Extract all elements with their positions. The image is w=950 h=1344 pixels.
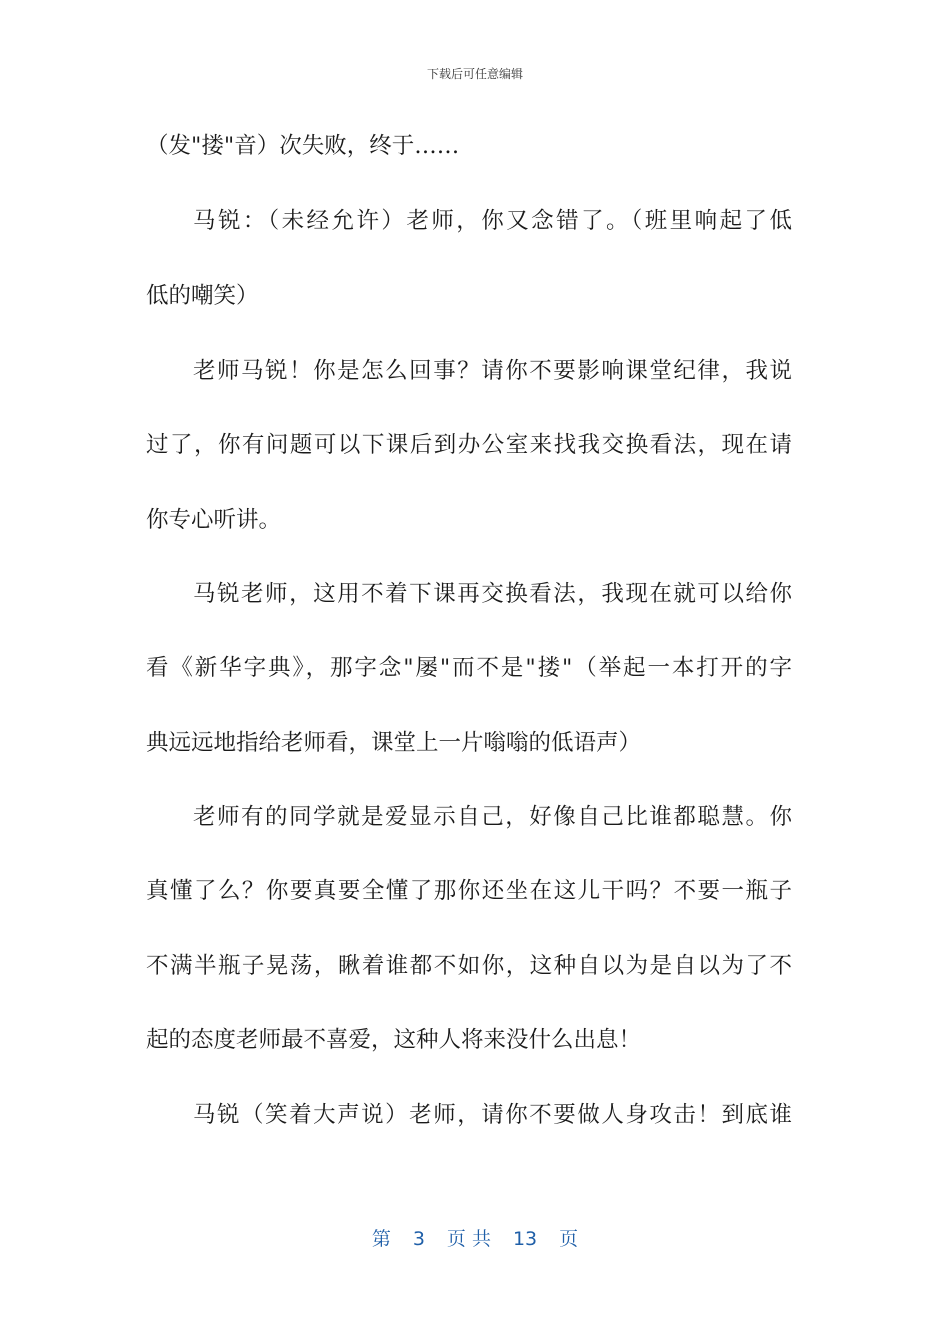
- text-line: 典远远地指给老师看，课堂上一片嗡嗡的低语声）: [146, 730, 642, 756]
- page-footer: [0, 1226, 950, 1252]
- text-line: 老师马锐！你是怎么回事？请你不要影响课堂纪律，我说: [193, 358, 792, 384]
- total-pages-number: 13: [512, 1228, 538, 1250]
- text-line: 不满半瓶子晃荡，瞅着谁都不如你，这种自以为是自以为了不: [146, 953, 792, 979]
- text-line: （发"搂"音）次失败，终于……: [146, 133, 460, 159]
- text-line: 低的嘲笑）: [146, 283, 259, 309]
- text-line: 老师有的同学就是爱显示自己，好像自己比谁都聪慧。你: [193, 804, 792, 830]
- text-line: 你专心听讲。: [146, 507, 282, 533]
- footer-middle: 页 共: [446, 1228, 491, 1250]
- text-line: 真懂了么？你要真要全懂了那你还坐在这儿干吗？不要一瓶子: [146, 878, 792, 904]
- text-line: 马锐：（未经允许）老师，你又念错了。（班里响起了低: [193, 208, 792, 234]
- text-line: 马锐（笑着大声说）老师，请你不要做人身攻击！到底谁: [193, 1102, 792, 1128]
- text-line: 马锐老师，这用不着下课再交换看法，我现在就可以给你: [193, 581, 792, 607]
- footer-prefix: 第: [371, 1228, 391, 1250]
- text-line: 起的态度老师最不喜爱，这种人将来没什么出息！: [146, 1027, 642, 1053]
- current-page-number: 3: [412, 1228, 425, 1250]
- text-line: 过了，你有问题可以下课后到办公室来找我交换看法，现在请: [146, 432, 792, 458]
- footer-suffix: 页: [559, 1228, 579, 1250]
- text-line: 看《新华字典》，那字念"屡"而不是"搂"（举起一本打开的字: [146, 655, 792, 681]
- page-header: 下载后可任意编辑: [426, 67, 523, 81]
